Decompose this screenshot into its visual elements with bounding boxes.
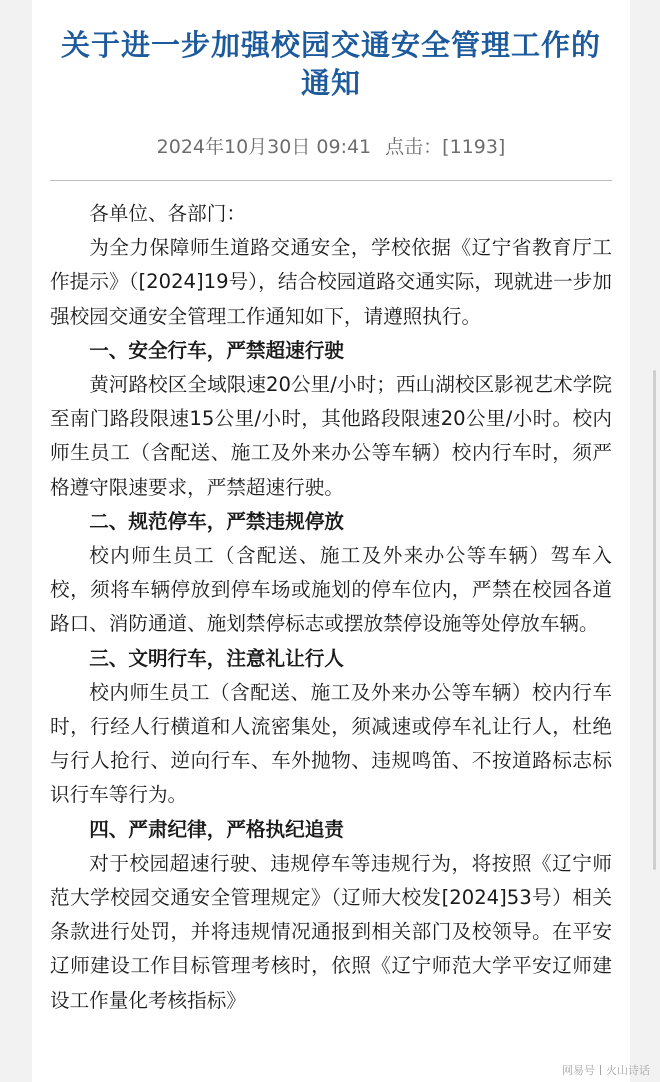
section-paragraph: 校内师生员工（含配送、施工及外来办公等车辆）驾车入校，须将车辆停放到停车场或施划的停车位内，严禁在校园各道路口、消防通道、施划禁停标志或摆放禁停设施等处停放车辆。 [50, 544, 612, 636]
watermark [562, 1062, 650, 1078]
article-meta [32, 134, 630, 160]
divider [50, 180, 612, 181]
article-page [32, 0, 630, 1082]
section-heading: 三、文明行车，注意礼让行人 [89, 646, 344, 670]
section-paragraph: 对于校园超速行驶、违规停车等违规行为，将按照《辽宁师范大学校园交通安全管理规定》（辽师大校发[2024]53号）相关条款进行处罚，并将违规情况通报到相关部门及校领导。在平安辽师建设工作目标管理考核时，依照《辽宁师范大学平安辽师建设工作量化考核指标》 [50, 851, 612, 1012]
salutation: 各单位、各部门： [89, 202, 246, 225]
watermark-source: 网易号 [562, 1064, 595, 1077]
scrollbar[interactable] [653, 370, 656, 870]
publish-date: 2024年10月30日 09:41 [156, 136, 372, 158]
article-title: 关于进一步加强校园交通安全管理工作的通知 [60, 28, 601, 100]
click-count: 点击：[1193] [385, 136, 506, 158]
section-heading: 一、安全行车，严禁超速行驶 [89, 338, 344, 362]
section-paragraph: 校内师生员工（含配送、施工及外来办公等车辆）校内行车时，行经人行横道和人流密集处，须减速或停车礼让行人，杜绝与行人抢行、逆向行车、车外抛物、违规鸣笛、不按道路标志标识行车等行为。 [50, 680, 612, 807]
watermark-separator [600, 1065, 601, 1075]
intro-paragraph: 为全力保障师生道路交通安全，学校依据《辽宁省教育厅工作提示》（[2024]19号），结合校园道路交通实际，现就进一步加强校园交通安全管理工作通知如下，请遵照执行。 [50, 236, 612, 328]
article-body [50, 197, 612, 1018]
section-paragraph: 黄河路校区全域限速20公里/小时；西山湖校区影视艺术学院至南门路段限速15公里/小时，其他路段限速20公里/小时。校内师生员工（含配送、施工及外来办公等车辆）校内行车时，须严格遵守限速要求，严禁超速行驶。 [50, 373, 612, 499]
section-heading: 二、规范停车，严禁违规停放 [89, 509, 344, 533]
section-heading: 四、严肃纪律，严格执纪追责 [89, 817, 344, 841]
watermark-account: 火山诗话 [606, 1064, 650, 1077]
